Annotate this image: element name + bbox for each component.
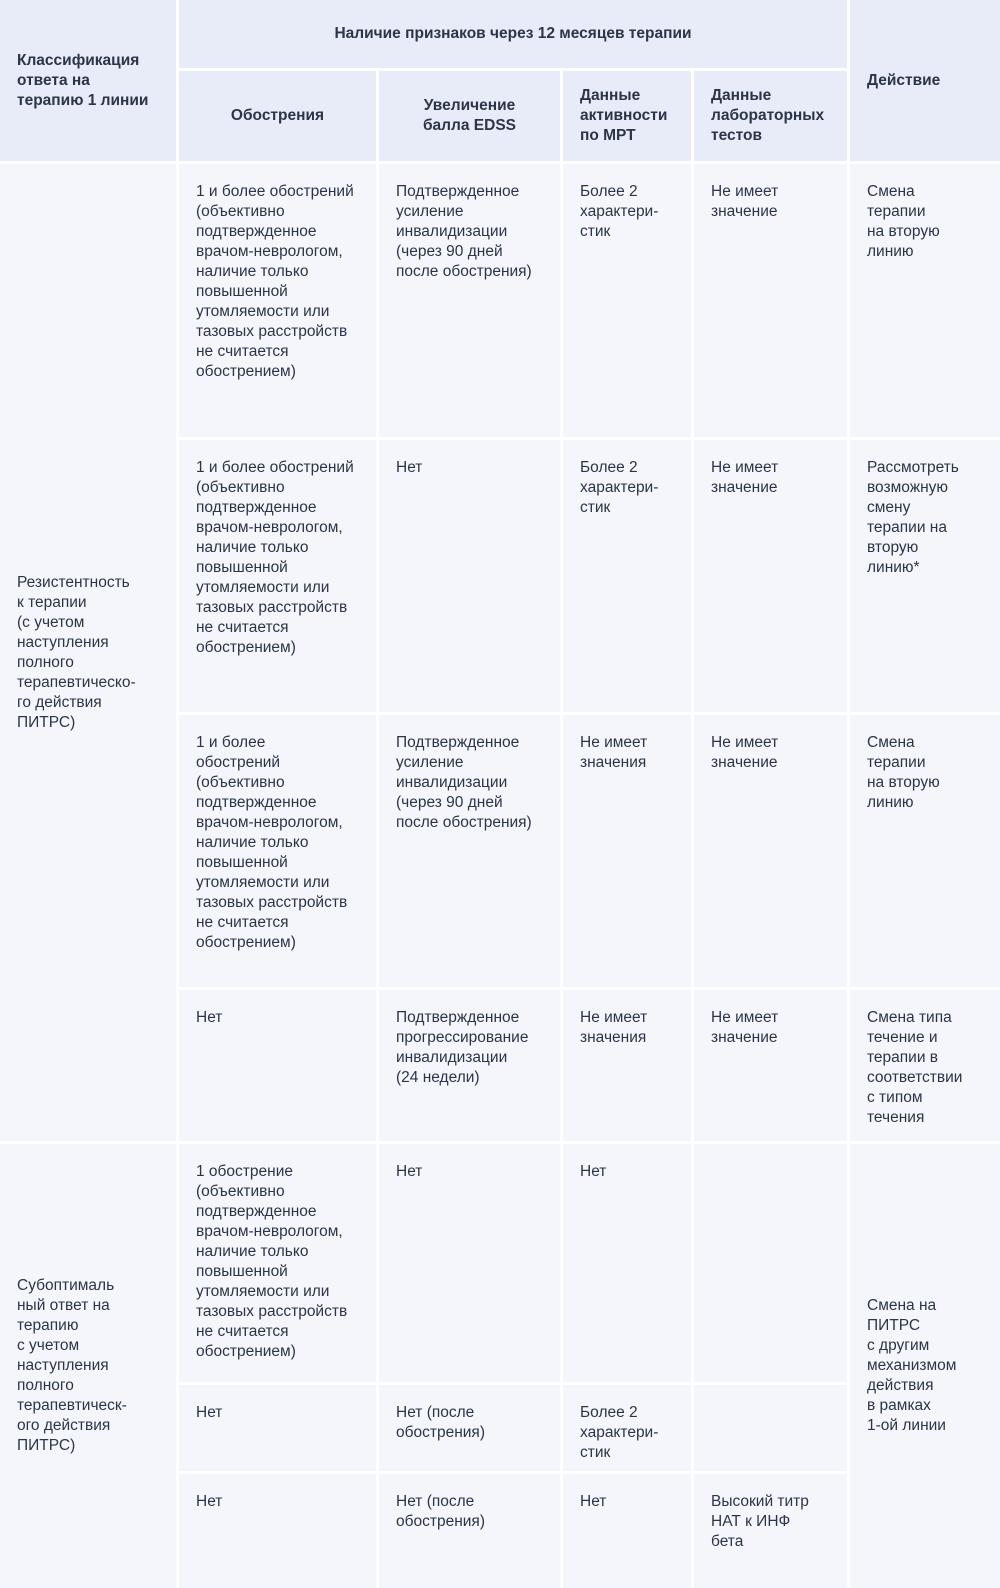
cell-exacerbations: 1 и более обострений (объективно подтвержденное врачом-неврологом, наличие только повышенной утомляемости или тазовых расстройств не считается обострением) bbox=[176, 437, 376, 712]
cell-mri: Более 2 характери- стик bbox=[560, 161, 691, 436]
cell-exacerbations: Нет bbox=[176, 1471, 376, 1588]
cell-exacerbations: Нет bbox=[176, 1382, 376, 1471]
header-edss: Увеличение балла EDSS bbox=[376, 68, 560, 161]
header-classification: Классификация ответа на терапию 1 линии bbox=[0, 0, 176, 161]
cell-lab: Высокий титр НАТ к ИНФ бета bbox=[691, 1471, 847, 1588]
cell-action-suboptimal: Смена на ПИТРС с другим механизмом действия в рамках 1-ой линии bbox=[847, 1141, 1000, 1588]
cell-action: Смена терапии на вторую линию bbox=[847, 712, 1000, 987]
cell-lab: Не имеет значение bbox=[691, 987, 847, 1141]
cell-mri: Более 2 характери- стик bbox=[560, 1382, 691, 1471]
cell-mri: Не имеет значения bbox=[560, 987, 691, 1141]
header-mri: Данные активности по МРТ bbox=[560, 68, 691, 161]
cell-edss: Подтвержденное усиление инвалидизации (через 90 дней после обострения) bbox=[376, 161, 560, 436]
cell-mri: Нет bbox=[560, 1141, 691, 1381]
cell-exacerbations: 1 обострение (объективно подтвержденное врачом-неврологом, наличие только повышенной утомляемости или тазовых расстройств не считается обострением) bbox=[176, 1141, 376, 1381]
header-exacerbations: Обострения bbox=[176, 68, 376, 161]
cell-mri: Более 2 характери- стик bbox=[560, 437, 691, 712]
cell-exacerbations: Нет bbox=[176, 987, 376, 1141]
cell-edss: Нет (после обострения) bbox=[376, 1382, 560, 1471]
cell-mri: Не имеет значения bbox=[560, 712, 691, 987]
header-group-signs: Наличие признаков через 12 месяцев терапии bbox=[176, 0, 847, 68]
header-lab: Данные лабораторных тестов bbox=[691, 68, 847, 161]
classification-suboptimal: Субоптималь ный ответ на терапию с учетом наступления полного терапевтическ- ого действия ПИТРС) bbox=[0, 1141, 176, 1588]
cell-edss: Нет bbox=[376, 1141, 560, 1381]
cell-mri: Нет bbox=[560, 1471, 691, 1588]
cell-action: Смена терапии на вторую линию bbox=[847, 161, 1000, 436]
cell-lab: Не имеет значение bbox=[691, 437, 847, 712]
cell-exacerbations: 1 и более обострений (объективно подтвержденное врачом-неврологом, наличие только повышенной утомляемости или тазовых расстройств не считается обострением) bbox=[176, 161, 376, 436]
cell-edss: Нет (после обострения) bbox=[376, 1471, 560, 1588]
table-row bbox=[0, 161, 1000, 436]
cell-edss: Подтвержденное усиление инвалидизации (через 90 дней после обострения) bbox=[376, 712, 560, 987]
table-row bbox=[0, 1141, 1000, 1381]
cell-edss: Нет bbox=[376, 437, 560, 712]
cell-lab bbox=[691, 1141, 847, 1381]
header-action: Действие bbox=[847, 0, 1000, 161]
cell-lab: Не имеет значение bbox=[691, 161, 847, 436]
cell-edss: Подтвержденное прогрессирование инвалидизации (24 недели) bbox=[376, 987, 560, 1141]
classification-resistance: Резистентность к терапии (с учетом наступления полного терапевтическо- го действия ПИТРС) bbox=[0, 161, 176, 1141]
cell-action: Рассмотреть возможную смену терапии на вторую линию* bbox=[847, 437, 1000, 712]
cell-action: Смена типа течение и терапии в соответствии с типом течения bbox=[847, 987, 1000, 1141]
cell-lab: Не имеет значение bbox=[691, 712, 847, 987]
cell-exacerbations: 1 и более обострений (объективно подтвержденное врачом-неврологом, наличие только повышенной утомляемости или тазовых расстройств не считается обострением) bbox=[176, 712, 376, 987]
cell-lab bbox=[691, 1382, 847, 1471]
